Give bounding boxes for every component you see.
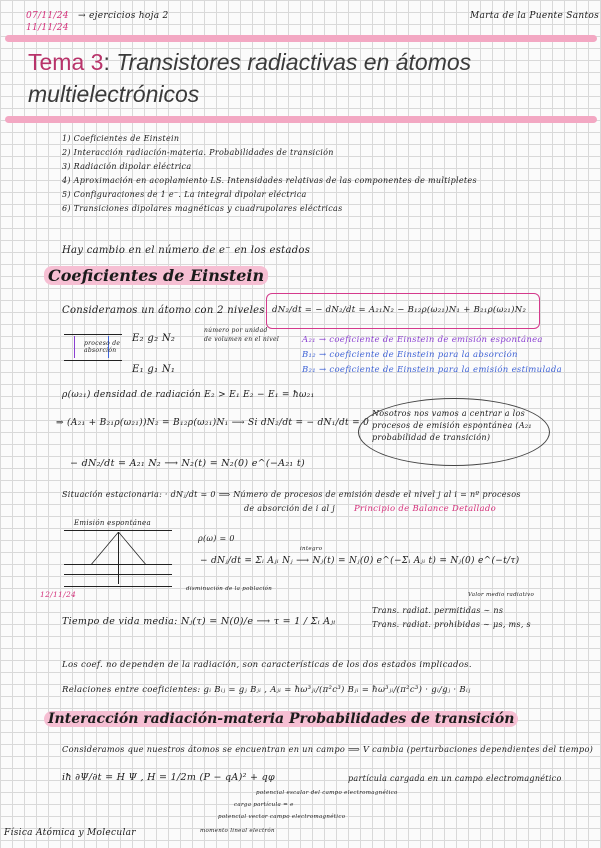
toc-item-6: 6) Transiciones dipolares magnéticas y cuadrupolares eléctricas	[62, 204, 343, 213]
date-2: 11/11/24	[26, 23, 69, 33]
title-line1: Transistores radiactivas en átomos	[116, 49, 472, 75]
toc-item-3: 3) Radiación dipolar eléctrica	[62, 162, 192, 171]
relations: Relaciones entre coeficientes: gᵢ Bᵢⱼ = gⱼ Bⱼᵢ , Aⱼᵢ = ħω³ⱼᵢ/(π²c³) Bⱼᵢ = ħω³ⱼᵢ/(π²c³) · gᵢ/gⱼ · Bᵢⱼ	[62, 685, 471, 695]
section-2-heading: Interacción radiación-materia Probabilidades de transición	[44, 711, 518, 727]
decay-arrow-icon	[118, 532, 119, 584]
date-3: 12/11/24	[40, 590, 77, 599]
page-title	[28, 46, 471, 110]
author: Marta de la Puente Santos	[470, 11, 600, 21]
charge-note: carga partícula = e	[234, 802, 294, 808]
toc-item-1: 1) Coeficientes de Einstein	[62, 134, 180, 143]
trans-forbidden: Trans. radiat. prohibidas ∼ μs, ms, s	[372, 620, 531, 629]
toc-item-4: 4) Aproximación en acoplamiento LS. Intensidades relativas de las componentes de multipletes	[62, 176, 477, 185]
stationary-text-2: de absorción de i al j	[244, 504, 336, 513]
toc-item-2: 2) Interacción radiación-materia. Probabilidades de transición	[62, 148, 334, 157]
population-note: disminución de la población	[186, 586, 273, 592]
header-note: → ejercicios hoja 2	[78, 11, 169, 21]
section-1-heading: Coeficientes de Einstein	[44, 266, 268, 285]
potential-note: potencial escalar del campo electromagnético	[256, 790, 398, 796]
coef-b21: B₂₁ → coeficiente de Einstein para la emisión estimulada	[302, 365, 562, 375]
coef-b12: B₁₂ → coeficiente de Einstein para la absorción	[302, 350, 518, 360]
rate-equation: dN₂/dt = − dN₂/dt = A₂₁N₂ − B₁₂ρ(ω₂₁)N₁ + B₂₁ρ(ω₂₁)N₂	[272, 305, 527, 315]
footer-course: Física Atómica y Molecular	[4, 828, 136, 838]
decay-eq: − dN₂/dt = A₂₁ N₂ ⟶ N₂(t) = N₂(0) e^(−A₂₁ t)	[70, 458, 305, 469]
date-1: 07/11/24	[26, 11, 69, 21]
vector-note: potencial vector campo electromagnético	[218, 814, 346, 820]
trans-note: Valor medio radiativo	[468, 592, 535, 598]
title-line2: multielectrónicos	[28, 81, 200, 107]
schrodinger-eq: iħ ∂Ψ/∂t = H Ψ , H = 1/2m (P − qA)² + qφ	[62, 772, 275, 783]
diagram-rho: ρ(ω) = 0	[198, 534, 235, 543]
decay-arrow-right-icon	[118, 532, 190, 564]
intro-text: Hay cambio en el número de e⁻ en los estados	[62, 245, 311, 256]
level-1-line	[64, 360, 122, 361]
coef-a21: A₂₁ → coeficiente de Einstein de emisión espontánea	[302, 335, 543, 345]
level-note: número por unidad de volumen en el nivel	[204, 327, 280, 343]
trans-allowed: Trans. radiat. permitidas ∼ ns	[372, 606, 504, 615]
consider-text: Consideramos un átomo con 2 niveles	[62, 305, 265, 316]
level-1-values: E₁ g₁ N₁	[132, 364, 176, 375]
upper-level-line	[64, 530, 172, 531]
absorb-arrow-icon	[74, 336, 75, 358]
level-2-values: E₂ g₂ N₂	[132, 333, 176, 344]
integrate-label: integro	[300, 546, 323, 552]
title-number: Tema 3	[28, 49, 104, 75]
emission-diagram	[64, 530, 174, 590]
stationary-text: Situación estacionaria: · dNⱼ/dt = 0 ⟹ Número de procesos de emisión desde el nivel j al i = nº procesos	[62, 490, 521, 499]
detailed-balance: Principio de Balance Detallado	[354, 504, 497, 514]
particle-note: partícula cargada en un campo electromagnético	[348, 774, 562, 783]
absorb-label: proceso de absorción	[84, 340, 121, 354]
field-text: Consideramos que nuestros átomos se encuentran en un campo ⟹ V cambia (perturbaciones dependientes del tiempo)	[62, 744, 594, 754]
level-2-line	[64, 334, 122, 335]
decay-arrow-left-icon	[47, 532, 119, 564]
diagram-title: Emisión espontánea	[74, 519, 151, 527]
title-sep: :	[103, 49, 110, 75]
density-text: ρ(ω₂₁) densidad de radiación E₂ > E₁ E₂ − E₁ = ħω₂₁	[62, 390, 315, 400]
emission-bubble-text: Nosotros nos vamos a centrar a los procesos de emisión espontánea (A₂₁ probabilidad de transición)	[372, 409, 532, 442]
lifetime-eq: Tiempo de vida media: Nⱼ(τ) = N(0)/e ⟶ τ = 1 / Σᵢ Aⱼᵢ	[62, 616, 336, 627]
title-bar-bottom	[5, 116, 597, 123]
lower-level-3	[64, 586, 172, 587]
momentum-note: momento lineal electrón	[200, 828, 275, 834]
multi-level-eq: − dNⱼ/dt = Σᵢ Aⱼᵢ Nⱼ ⟶ Nⱼ(t) = Nⱼ(0) e^(−Σᵢ Aⱼᵢ t) = Nⱼ(0) e^(−t/τ)	[200, 556, 520, 566]
balance-eq: ⇒ (A₂₁ + B₂₁ρ(ω₂₁))N₂ = B₁₂ρ(ω₂₁)N₁ ⟶ Si dN₂/dt = − dN₁/dt = 0	[56, 418, 370, 428]
title-bar-top	[5, 35, 597, 42]
coef-note: Los coef. no dependen de la radiación, son características de los dos estados implicados.	[62, 660, 472, 670]
toc-item-5: 5) Configuraciones de 1 e⁻. La integral dipolar eléctrica	[62, 190, 307, 199]
